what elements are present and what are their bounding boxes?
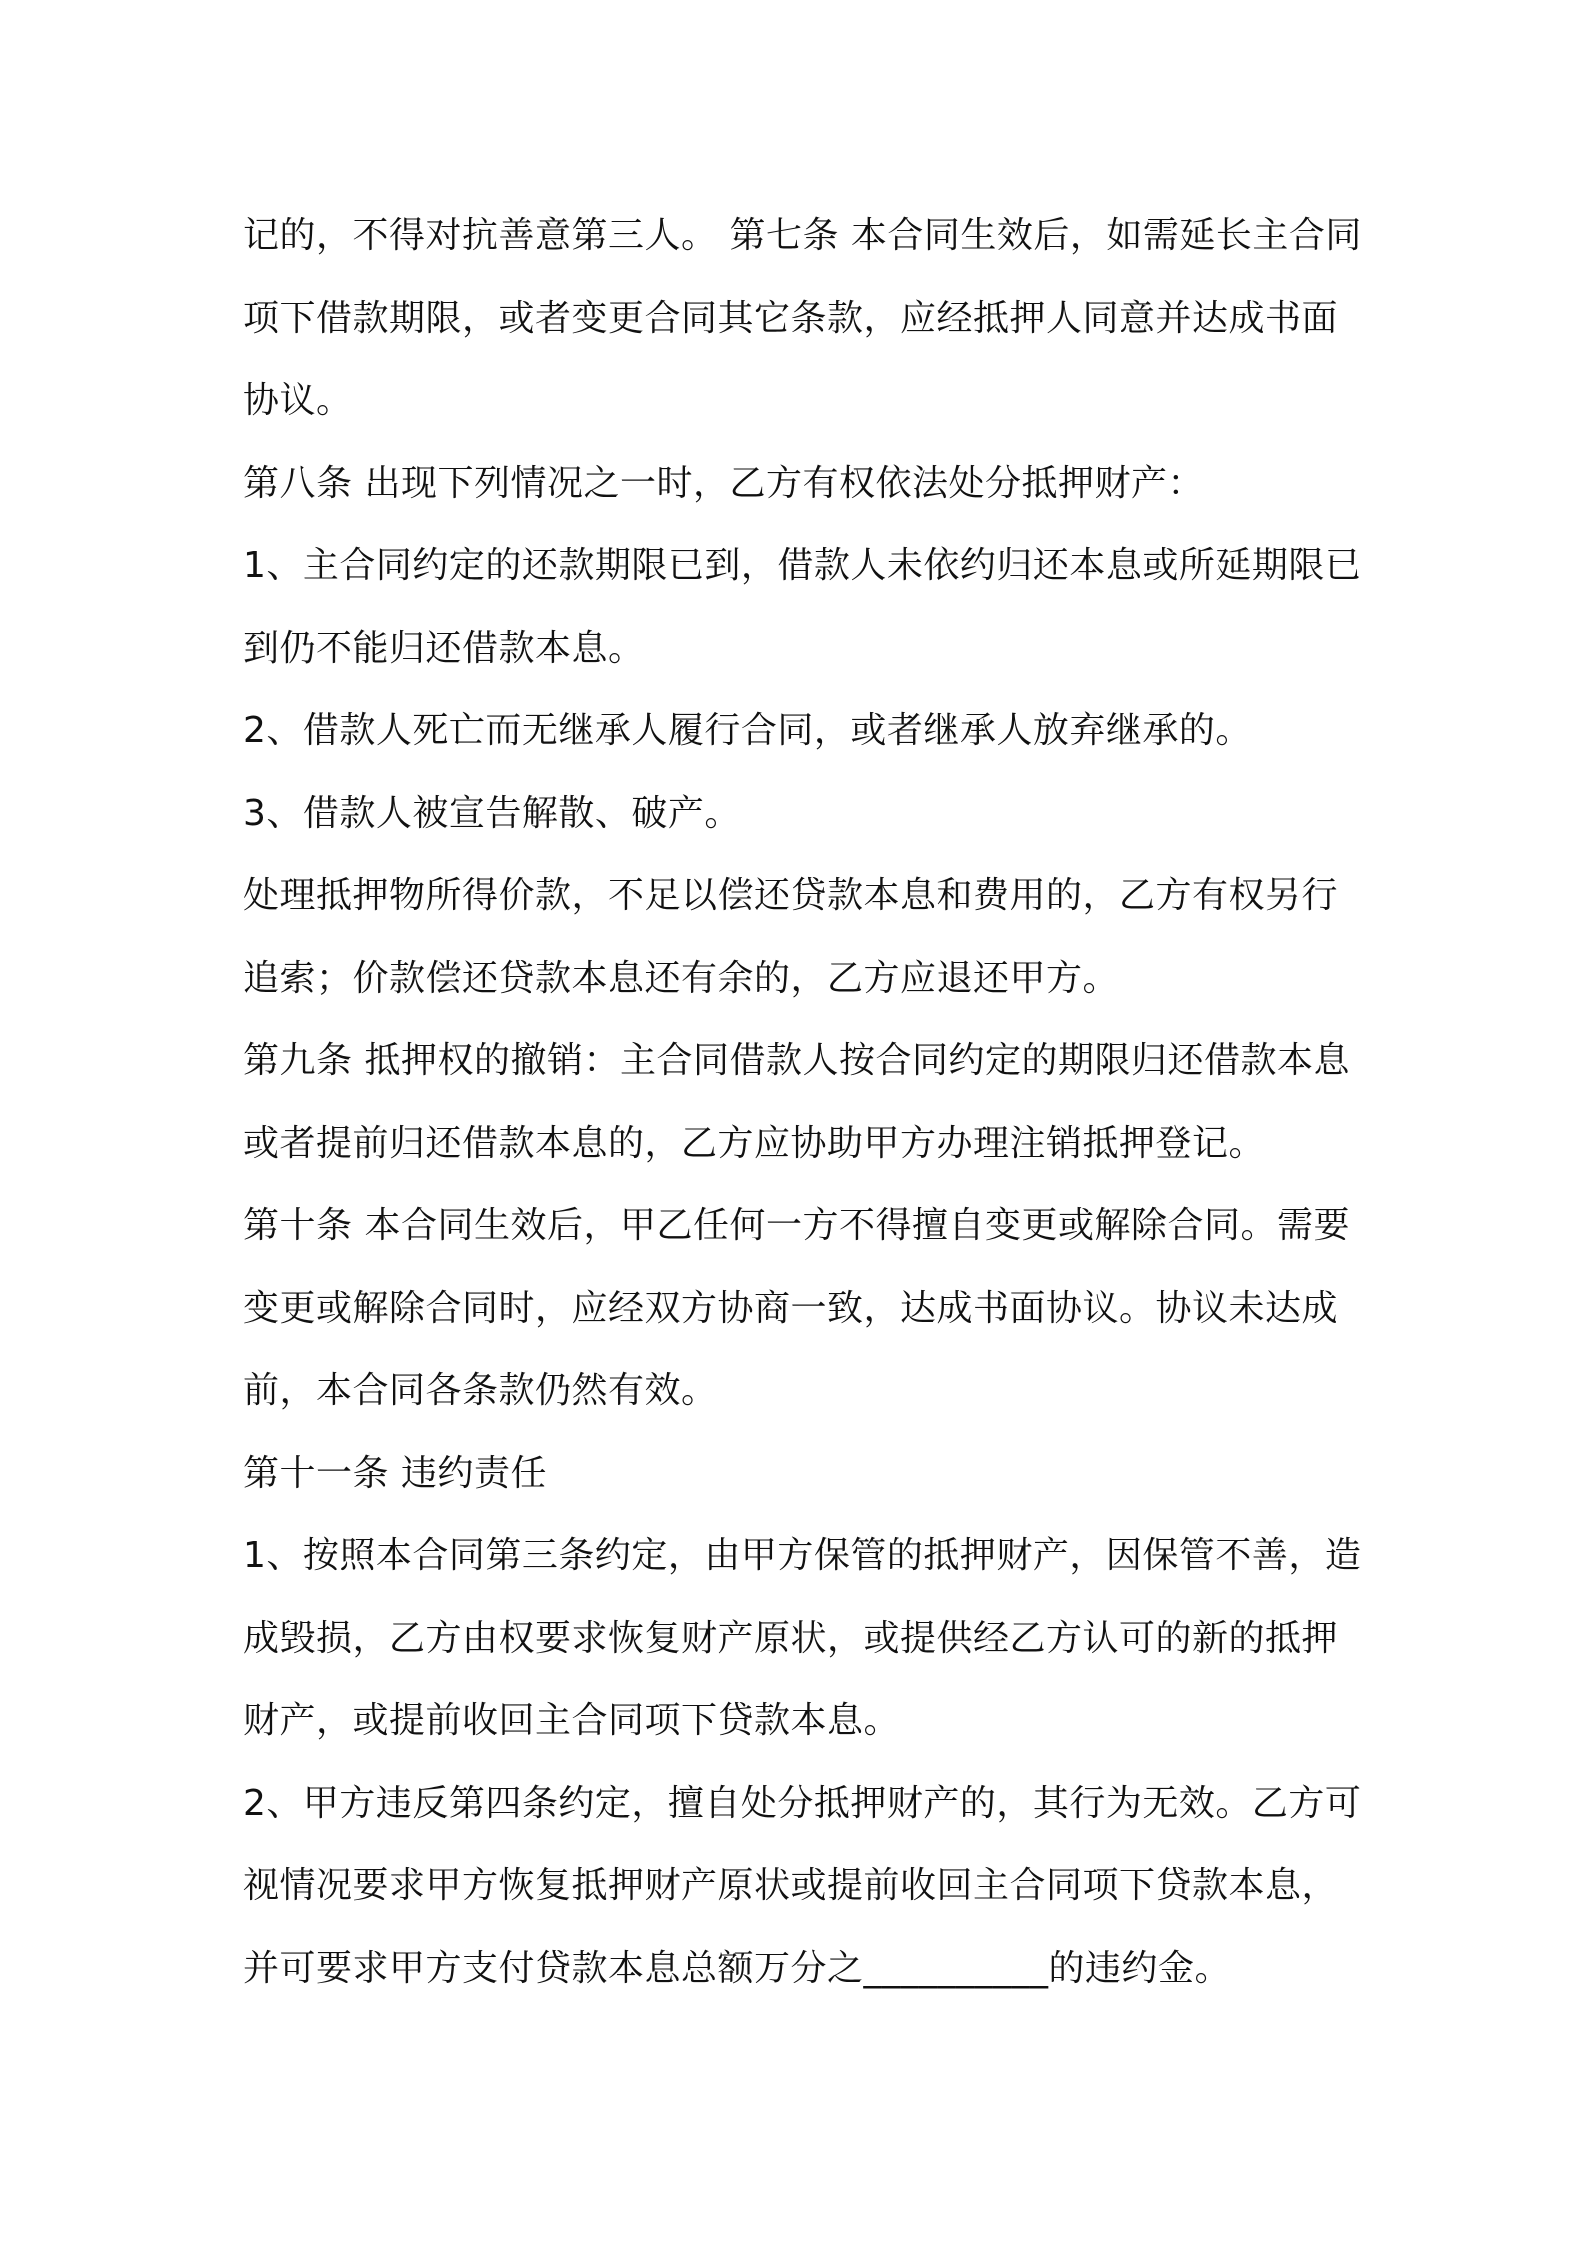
paragraph-article-8-item-3: 3、借款人被宣告解散、破产。 [243,792,741,834]
paragraph-article-8-proceeds: 处理抵押物所得价款，不足以偿还贷款本息和费用的，乙方有权另行追索；价款偿还贷款本息还有余的，乙方应退还甲方。 [243,875,1339,999]
paragraph-article-11-item-1: 1、按照本合同第三条约定，由甲方保管的抵押财产，因保管不善，造成毁损，乙方由权要求恢复财产原状，或提供经乙方认可的新的抵押财产，或提前收回主合同项下贷款本息。 [243,1535,1362,1741]
paragraph-article-11-item-2: 2、甲方违反第四条约定，擅自处分抵押财产的，其行为无效。乙方可视情况要求甲方恢复抵押财产原状或提前收回主合同项下贷款本息，并可要求甲方支付贷款本息总额万分之__________的违约金。 [243,1782,1362,1989]
paragraph-article-8-item-1: 1、主合同约定的还款期限已到，借款人未依约归还本息或所延期限已到仍不能归还借款本息。 [243,545,1362,669]
paragraph-article-9: 第九条 抵押权的撤销：主合同借款人按合同约定的期限归还借款本息或者提前归还借款本息的，乙方应协助甲方办理注销抵押登记。 [243,1040,1350,1164]
paragraph-article-8-item-2: 2、借款人死亡而无继承人履行合同，或者继承人放弃继承的。 [243,710,1252,751]
document-body [243,195,1363,2010]
paragraph-article-8-heading: 第八条 出现下列情况之一时，乙方有权依法处分抵押财产： [243,462,1204,504]
paragraph-article-7: 记的，不得对抗善意第三人。 第七条 本合同生效后，如需延长主合同项下借款期限，或者变更合同其它条款，应经抵押人同意并达成书面协议。 [243,215,1362,421]
paragraph-article-11-heading: 第十一条 违约责任 [243,1452,547,1494]
paragraph-article-10: 第十条 本合同生效后，甲乙任何一方不得擅自变更或解除合同。需要变更或解除合同时，应经双方协商一致，达成书面协议。协议未达成前，本合同各条款仍然有效。 [243,1205,1350,1411]
